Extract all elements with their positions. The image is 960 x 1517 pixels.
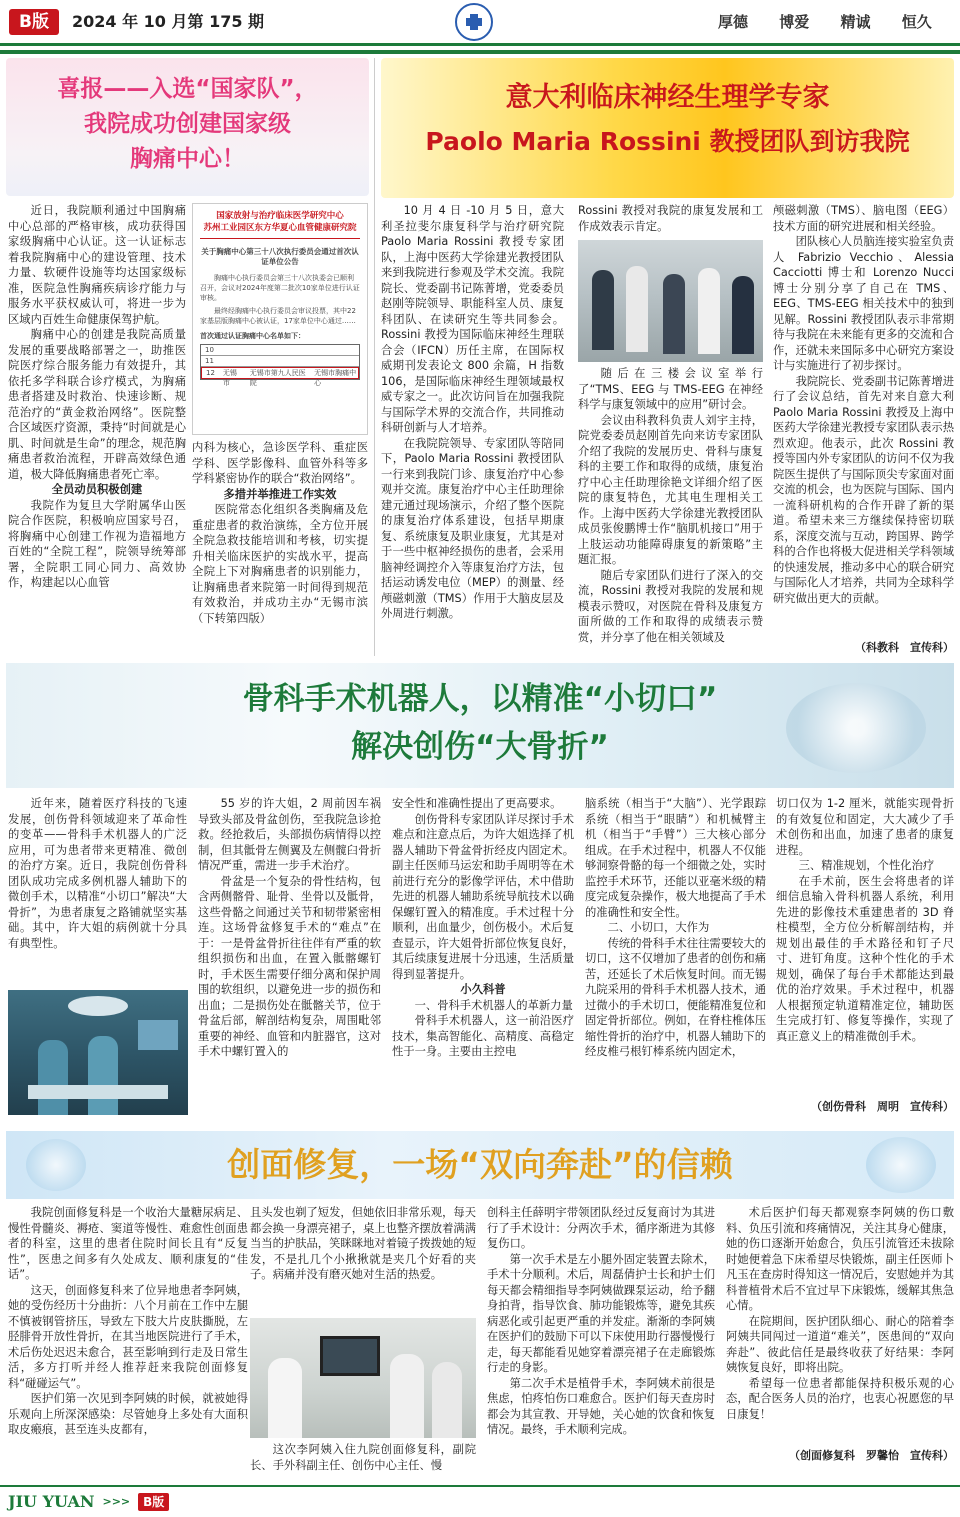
a2-col2-top (578, 203, 763, 237)
surgery-photo (8, 990, 188, 1115)
a2-para: 团队核心人员脑连接实验室负责人 Fabrizio Vecchio、Alessia Cacciotti 博士和 Lorenzo Nucci 博士分别分享了自己在 TMS、EEG、TMS-EEG 相关技术中的独到见解。Rossini 教授团队表示非常期待与我院在未来能有更多的交流和合作，还就未来国际多中心研究方案设计与实施进行了初步探讨。 (773, 235, 954, 372)
photo-doctor (268, 1358, 302, 1438)
a3-col5 (776, 796, 954, 1096)
a3-para: 脑系统（相当于“大脑”）、光学跟踪系统（相当于“眼睛”）和机械臂主机（相当于“手臂”）三大核心部分组成。在手术过程中，机器人不仅能够洞察骨骼的每一个细微之处，实时监控手术环节，还能以亚毫米级的精度完成复杂操作，极大地提高了手术的准确性和安全性。 (585, 797, 766, 919)
a3-col3 (392, 796, 574, 1118)
a2-para: 随后专家团队们进行了深入的交流，Rossini 教授对我院的发展和规模表示赞叹，对医院在骨科及康复方面所做的工作和取得的成绩表示赞赏，并分享了他在相关领域及 (578, 568, 763, 644)
a4-col3 (487, 1205, 715, 1477)
a3-para: 近年来，随着医疗科技的飞速发展，创伤骨科领域迎来了革命性的变革——骨科手术机器人的广泛应用，可为患者带来更精准、微创的治疗方案。近日，我院创伤骨科团队成功完成多例机器人辅助下的微创手术，以精准“小切口”解决“大骨折”，为患者康复之路铺就坚实基础。其中，许大姐的病例就十分具有典型性。 (8, 797, 187, 950)
a1-para: 近日，我院顺利通过中国胸痛中心总部的严格审核，成功获得国家级胸痛中心认证。这一认证标志着我院胸痛中心的建设管理、技术力量、软硬件设施等均达国家级标准，医院急性胸痛疾病诊疗能力与服务水平获权威认可，将进一步为区域内百姓生命健康保驾护航。 (8, 204, 186, 326)
photo-person (698, 268, 720, 354)
photo-table (28, 1085, 168, 1099)
doc-para: 胸痛中心执行委员会第三十八次执委会已顺利召开，会议对2024年度第二批次10家单位进行认证审核。 (200, 274, 360, 302)
ward-photo (250, 1318, 476, 1438)
footer-arrows: >>> (102, 1495, 131, 1509)
a4-para: 这次李阿姨入住九院创面修复科，副院长、手外科副主任、创伤中心主任、慢 (250, 1443, 476, 1472)
motto-3: 精诚 (840, 13, 871, 31)
a4-para: 第一次手术是左小腿外固定装置去除术，手术十分顺利。术后，周磊倩护士长和护士们每天都会精细指导李阿姨做踝泵运动，给予翻身拍背，指导饮食、肺功能锻炼等，避免其疾病恶化或引起更严重的并发症。渐渐的李阿姨在医护们的鼓励下可以下床使用助行器慢慢行走，每天都能看见她穿着漂亮裙子在走廊锻炼行走的身影。 (487, 1252, 715, 1374)
a3-para: 二、小切口，大作为 (607, 921, 710, 934)
footer-brand: JIU YUAN (8, 1492, 95, 1512)
issue-date: 2024 年 10 月第 175 期 (72, 12, 265, 31)
photo-lamp (68, 996, 128, 1016)
photo-person (732, 276, 754, 354)
a4-col2-top (250, 1205, 476, 1315)
a3-para: 55 岁的许大姐，2 周前因车祸导致头部及骨盆创伤，至我院急诊抢救。经抢救后，头部损伤病情得以控制，但其骶骨左侧翼及左侧髋臼骨折情况严重，需进一步手术治疗。 (198, 797, 381, 872)
a4-col1 (8, 1205, 248, 1477)
photo-screen (138, 1020, 178, 1050)
a1-title-line3: 胸痛中心！ (130, 146, 245, 172)
a3-para: 一、骨科手术机器人的革新力量 (414, 998, 573, 1012)
motto-4: 恒久 (901, 13, 932, 31)
a1-title-line1: 喜报——入选“国家队”， (57, 76, 318, 102)
motto (718, 11, 932, 33)
a2-para: 在我院院领导、专家团队等陪同下，Paolo Maria Rossini 教授团队一行来到我院门诊、康复治疗中心参观并交流。康复治疗中心主任助理徐建元通过现场演示，介绍了整个医院的康复治疗体系建设，包括早期康复、系统康复及职业康复，尤其是对于一些中枢神经损伤的患者，会采用脑神经调控介入等康复治疗方法，包括运动诱发电位（MEP）的测量、经颅磁刺激（TMS）作用于大脑皮层及外周进行刺激。 (381, 436, 564, 620)
a1-subhead: 全员动员积极创建 (51, 483, 143, 496)
a1-para: 内科为核心，急诊医学科、重症医学科、医学影像科、血管外科等多学科紧密协作的联合“救治网络”。 (192, 441, 368, 485)
a3-title-line2: 解决创伤“大骨折” (351, 729, 609, 765)
a1-para: 我院作为复旦大学附属华山医院合作医院，积极响应国家号召，将胸痛中心创建工作视为造福地方百姓的“全院工程”，院领导统筹部署，全院职工同心同力、高效协作，构建起以心血管 (8, 498, 186, 589)
page-header (0, 0, 960, 46)
doc-org2: 苏州工业园区东方华夏心血管健康研究院 (203, 223, 357, 233)
a4-para: 第二次手术是植骨手术，李阿姨术前很是焦虑，怕疼怕伤口难愈合。医护们每天查房时都会为其宣教、开导她，关心她的饮食和恢复情况。最终，手术顺利完成。 (487, 1376, 715, 1436)
a4-para: 我院创面修复科是一个收治大量糖尿病足、慢性骨髓炎、褥疮、窦道等慢性、难愈性创面患者的科室，这里的患者住院时间长且有“反复性”，医患之间多有久处成友、顺利康复的“佳话”。 (8, 1206, 248, 1281)
motto-2: 博爱 (779, 13, 810, 31)
a4-title: 创面修复，一场“双向奔赴”的信赖 (227, 1145, 733, 1184)
a4-col2-bottom (250, 1442, 476, 1478)
a2-title-line2: Paolo Maria Rossini 教授团队到访我院 (425, 127, 910, 156)
a3-para: 创伤骨科专家团队详尽探讨手术难点和注意点后，为许大姐选择了机器人辅助下骨盆骨折经皮内固定术。副主任医师马运宏和助手周明等在术前进行充分的影像学评估，术中借助先进的机器人辅助系统导航技术以确保螺钉置入的精准度。手术过程十分顺利，出血量少，创伤极小。术后复查显示，许大姐骨折部位恢复良好，其后续康复进展十分迅速，生活质量得到显著提升。 (392, 812, 574, 981)
a2-para: Rossini 教授对我院的康复发展和工作成效表示肯定。 (578, 204, 763, 233)
a3-subhead: 小久科普 (460, 983, 506, 996)
edition-badge: B版 (9, 9, 59, 35)
a1-col1 (8, 203, 186, 643)
a3-col4 (585, 796, 766, 1118)
a1-para: 胸痛中心的创建是我院高质量发展的重要战略部署之一，助推医院医疗综合服务能力有效提升，其依托多学科联合诊疗模式，为胸痛患者搭建及时救治、快速诊断、规范治疗的“黄金救治网络”。医院整合区域医疗资源，秉持“时间就是心肌、时间就是生命”的理念，规范胸痛患者救治流程，开辟高效绿色通道，极大降低胸痛患者死亡率。 (8, 328, 186, 481)
a4-col4 (726, 1205, 954, 1445)
a2-col3 (773, 203, 954, 639)
a4-para: 希望每一位患者都能保持积极乐观的心态，配合医务人员的治疗，也衷心祝愿您的早日康复！ (726, 1376, 954, 1421)
a3-para: 骨科手术机器人，这一前沿医疗技术，集高智能化、高精度、高稳定性于一身。主要由主控电 (392, 1014, 574, 1058)
a4-para: 创科主任薛明宇带领团队经过反复商讨为其进行了手术设计：分两次手术，循序渐进为其修复伤口。 (487, 1206, 715, 1250)
doc-row: 10 (201, 345, 359, 356)
page-footer (8, 1490, 169, 1514)
a1-col2 (192, 440, 368, 655)
rossini-banner (381, 58, 954, 198)
doc-rule (200, 238, 360, 239)
footer-edition-badge: B版 (138, 1493, 169, 1511)
wound-banner (6, 1131, 954, 1199)
a2-col2 (578, 366, 763, 656)
a4-para: 在院期间，医护团队细心、耐心的陪着李阿姨共同闯过一道道“难关”，医患间的“双向奔赴”、彼此信任是最终收获了好结果：李阿姨恢复良好，即将出院。 (726, 1314, 954, 1374)
photo-doctor (390, 1354, 424, 1438)
a3-signature: （创伤骨科 周明 宣传科） (811, 1100, 954, 1113)
a4-para: 术后医护们每天都观察李阿姨的伤口敷料、负压引流和疼痛情况，关注其身心健康，她的伤口逐渐开始愈合，负压引流管还未拔除时她便着急下床希望尽快锻炼，副主任医师卜凡玉在查房时得知这一情况后，安慰她并为其科普植骨术后不宜过早下床锻炼，缓解其焦急心情。 (726, 1206, 954, 1312)
a2-para: 我院院长、党委副书记陈菁增进行了会议总结，首先对来自意大利 Paolo Maria Rossini 教授及上海中医药大学徐建光教授专家团队表示热烈欢迎。他表示，此次 Rossini 教授等国内外专家团队的访问不仅为我院医生提供了与国际顶尖专家面对面交流的机会，也为医院与国际、国内一流科研机构的合作开辟了新的渠道。希望未来三方继续保持密切联系，深度交流与互动，跨国界、跨学科的合作也将极大促进相关学科领域的快速发展，推动多中心的联合研究与国际化人才培养，共同为全球科学研究做出更大的贡献。 (773, 374, 954, 605)
certification-document (192, 203, 368, 435)
a1-subhead: 多措并举推进工作实效 (223, 487, 337, 501)
doc-row: 11 (201, 356, 359, 367)
visit-photo (578, 240, 763, 362)
motto-1: 厚德 (718, 13, 749, 31)
a3-para: 安全性和准确性提出了更高要求。 (392, 797, 562, 810)
a2-para: 会议由科教科负责人刘宇主持，院党委委员赵刚首先向来访专家团队介绍了我院的发展历史、骨科与康复科的主要工作和取得的成绩，康复治疗中心主任助理徐艳文详细介绍了医院的康复特色，尤其电生理相关工作。上海中医药大学徐建光教授团队成员张俊鹏博士作“脑肌机接口”用于上肢运动功能障碍康复的新策略”主题汇报。 (578, 413, 763, 566)
column-divider (374, 58, 375, 656)
photo-monitor (320, 1336, 380, 1376)
photo-person (626, 266, 648, 352)
a3-para: 骨盆是一个复杂的骨性结构，包含两侧髂骨、耻骨、坐骨以及骶骨，这些骨骼之间通过关节和韧带紧密相连。这场骨盆修复手术的“难点”在于：一是骨盆骨折往往伴有严重的软组织损伤和出血，在置入骶髂螺钉时，手术医生需要仔细分离和保护周围的软组织，以避免进一步的损伤和出血；二是损伤处在骶髂关节，位于骨盆后部，解剖结构复杂，周围毗邻重要的神经、血管和内脏器官，这对手术中螺钉置入的 (198, 874, 381, 1058)
a2-para: 颅磁刺激（TMS）、脑电图（EEG）技术方面的研究进展和相关经验。 (773, 204, 954, 233)
a4-para: 医护们第一次见到李阿姨的时候，就被她得乐观向上所深深感染：尽管她身上多处有大面积取皮瘢痕，甚至连头皮都有， (8, 1392, 248, 1436)
a2-title-line1: 意大利临床神经生理学专家 (505, 82, 830, 113)
a4-signature: （创面修复科 罗馨怡 宣传科） (789, 1449, 954, 1462)
photo-person (592, 270, 614, 350)
a2-col1 (381, 203, 564, 655)
photo-doctor (432, 1362, 462, 1438)
a3-para: 三、精准规划，个性化治疗 (798, 859, 935, 872)
a2-para: 10 月 4 日 -10 月 5 日，意大利圣拉斐尔康复科学与治疗研究院 Paolo Maria Rossini 教授专家团队，上海中医药大学徐建光教授团队来到我院进行参观及学术交流。我院院长、党委副书记陈菁增，党委委员赵刚等院领导、职能科室人员、康复科团队、在读研究生等共同参会。Rossini 教授为国际临床神经生理联合会（IFCN）历任主席，在国际权威期刊发表论文 800 余篇，H 指数 106，是国际临床神经生理领域最权威专家之一。此次访问旨在加强我院与国际学术界的交流合作，共同推动科研创新与人才培养。 (381, 204, 564, 434)
photo-surgeon (88, 1036, 118, 1115)
photo-surgeon (38, 1040, 68, 1115)
doc-title: 关于胸痛中心第三十八次执行委员会通过首次认证单位公告 (201, 247, 359, 266)
a2-para: 随后在三楼会议室举行了“TMS、EEG 与 TMS-EEG 在神经科学与康复领域中的应用”研讨会。 (578, 367, 763, 411)
doc-row-highlight: 12 无锡市 无锡市第九人民医院 无锡市胸痛中心 (201, 367, 359, 379)
doc-list-label: 首次通过认证胸痛中心名单如下： (200, 332, 305, 340)
a3-para: 传统的骨科手术往往需要较大的切口，这不仅增加了患者的创伤和痛苦，还延长了术后恢复时间。而无锡九院采用的骨科手术机器人技术，通过微小的手术切口，便能精准复位和固定骨折部位。例如，在脊柱椎体压缩性骨折的治疗中，机器人辅助下的经皮椎弓根钉棒系统内固定术， (585, 936, 766, 1058)
a2-signature: （科教科 宣传科） (855, 641, 954, 654)
a3-para: 切口仅为 1-2 厘米，就能实现骨折的有效复位和固定，大大减少了手术创伤和出血，加速了患者的康复进程。 (776, 797, 954, 857)
hospital-logo (455, 3, 493, 41)
footer-rule (0, 1485, 960, 1487)
header-rule (0, 50, 960, 54)
a1-para: 医院常态化组织各类胸痛及危重症患者的救治演练，全方位开展全院急救技能培训和考核，切实提升相关临床医护的实战水平，提高全院上下对胸痛患者的识别能力，让胸痛患者来院第一时间得到规范有效救治，并成功主办“无锡市滨（下转第四版） (192, 503, 368, 625)
doc-para: 最终经胸痛中心执行委员会审议投票，其中22家基层版胸痛中心被认证，17家单位中心通过…… (200, 307, 356, 325)
doc-table (200, 344, 360, 387)
a1-title-line2: 我院成功创建国家级 (84, 111, 291, 137)
robot-banner (6, 663, 954, 788)
a3-col1 (8, 796, 187, 986)
a3-col2 (198, 796, 381, 1118)
chest-pain-banner (6, 58, 369, 196)
a3-para: 在手术前，医生会将患者的详细信息输入骨科机器人系统，利用先进的影像技术重建患者的 3D 脊柱模型，全方位分析解剖结构，并规划出最佳的手术路径和钉子尺寸、进钉角度。这种个性化的手术规划，确保了每台手术都能达到最优的治疗效果。手术过程中，机器人根据预定轨道精准定位，辅助医生完成打钉、修复等操作，实现了真正意义上的精准微创手术。 (776, 874, 954, 1043)
photo-person (663, 274, 685, 354)
a4-para: 这天，创面修复科来了位异地患者李阿姨，她的受伤经历十分曲折：八个月前在工作中左腿不慎被钢管挤压，导致左下肢大片皮肤撕脱，左胫腓骨开放性骨折，在其当地医院进行了手术，术后伤处迟迟未愈合，甚至影响到行走及日常生活，多方打听并经人推荐赶来我院创面修复科“碰碰运气”。 (8, 1283, 248, 1390)
a4-para: 且头发也剃了短发，但她依旧非常乐观，每天都会换一身漂亮裙子，桌上也整齐摆放着满满当当的护肤品，笑眯眯地对着镜子拨拨她的短发，不是扎几个小揪揪就是夹几个好看的夹子。病痛并没有磨灭她对生活的热爱。 (250, 1206, 476, 1281)
a3-title-line1: 骨科手术机器人，以精准“小切口” (242, 681, 718, 717)
doc-org1: 国家放射与治疗临床医学研究中心 (216, 211, 344, 221)
